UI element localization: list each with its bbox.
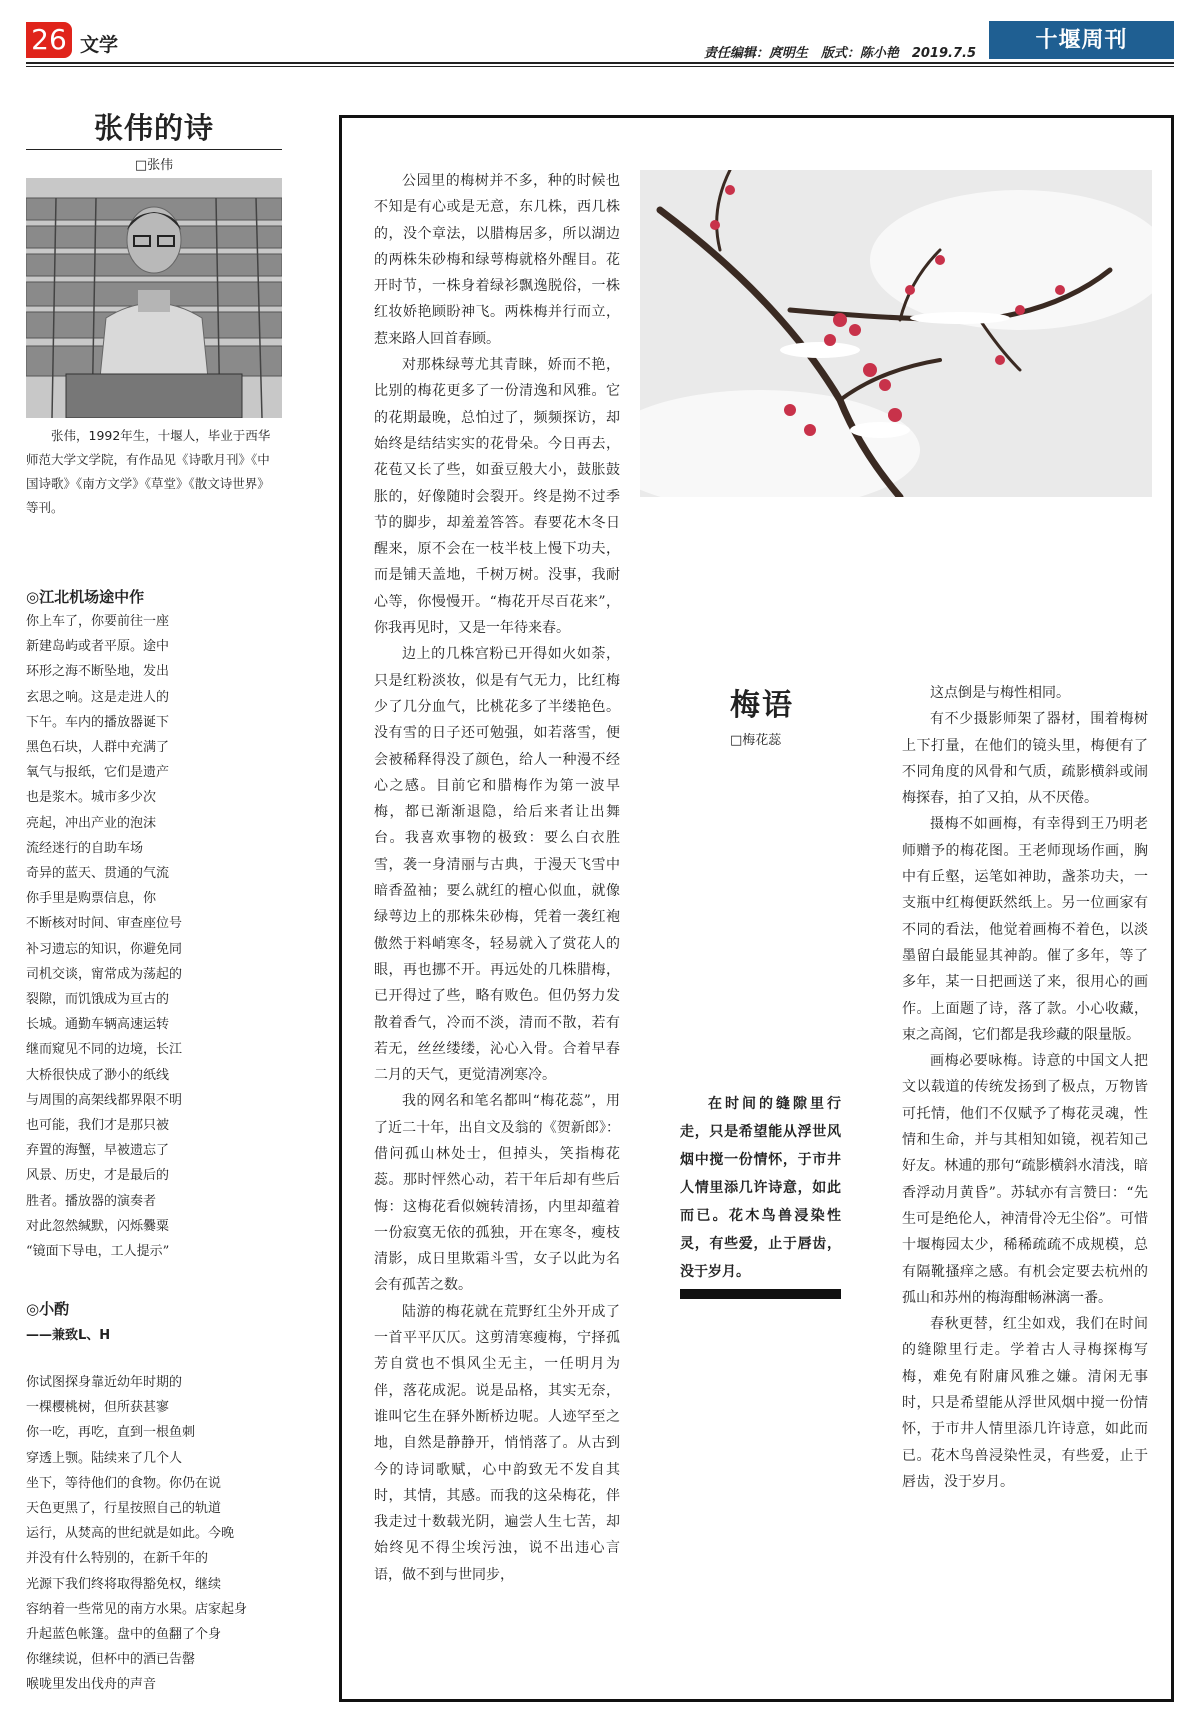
- article-paragraph: 摄梅不如画梅，有幸得到王乃明老师赠予的梅花图。王老师现场作画，胸中有丘壑，运笔如神助，盏茶功夫，一支瓶中红梅便跃然纸上。另一位画家有不同的看法，他觉着画梅不着色，以淡墨留白最能显其神韵。催了多年，等了多年，某一日把画送了来，很用心的画作。上面题了诗，落了款。小心收藏，束之高阁，它们都是我珍藏的限量版。: [902, 816, 1148, 1043]
- poem-line: 不断核对时间、审查座位号: [26, 916, 183, 932]
- poem-line: 对此忽然缄默，闪烁爨粟: [26, 1218, 170, 1234]
- poem2-subtitle: ——兼致L、H: [26, 1328, 111, 1343]
- article-column-1: [374, 168, 620, 1588]
- title-divider: [26, 149, 282, 150]
- editor-line: 责任编辑：庹明生 版式：陈小艳 2019.7.5: [703, 46, 976, 61]
- poem-line: 你继续说，但杯中的酒已告罄: [26, 1652, 196, 1668]
- header-rule: [26, 62, 1174, 64]
- poem-line: 裂隙，而饥饿成为亘古的: [26, 992, 170, 1008]
- poem-line: 容纳着一些常见的南方水果。店家起身: [26, 1601, 248, 1617]
- article-column-2: [902, 680, 1148, 1495]
- article-paragraph: 画梅必要咏梅。诗意的中国文人把文以载道的传统发扬到了极点，万物皆可托情，他们不仅赋予了梅花灵魂，性情和生命，并与其相知如镜，视若知己好友。林逋的那句“疏影横斜水清浅，暗香浮动月黄昏”。苏轼亦有言赞曰：“先生可是绝伦人，神清骨冷无尘俗”。可惜十堰梅园太少，稀稀疏疏不成规模，总有隔靴搔痒之感。有机会定要去杭州的孤山和苏州的梅海酣畅淋漓一番。: [902, 1053, 1148, 1306]
- poem-line: 天色更黑了，行星按照自己的轨道: [26, 1501, 222, 1517]
- section-name: 文学: [80, 34, 119, 56]
- poem-line: 坐下，等待他们的食物。你仍在说: [26, 1475, 222, 1491]
- poem-line: “镜面下导电，工人提示”: [26, 1244, 170, 1260]
- poem-line: 亮起，冲出产业的泡沫: [26, 815, 157, 831]
- poem-line: 穿透上颚。陆续来了几个人: [26, 1450, 183, 1466]
- poem-line: 光源下我们终将取得豁免权，继续: [26, 1576, 222, 1592]
- poem2-body: [26, 1370, 282, 1698]
- poem1-title: ◎江北机场途中作: [26, 588, 145, 606]
- poem-line: 你一吃，再吃，直到一根鱼刺: [26, 1425, 196, 1441]
- masthead-logo: 十堰周刊: [989, 21, 1174, 59]
- poems-title: 张伟的诗: [93, 111, 214, 145]
- poem-line: 环形之海不断坠地，发出: [26, 664, 170, 680]
- poem-line: 氧气与报纸，它们是遗产: [26, 765, 170, 781]
- plum-illustration: [640, 170, 1152, 497]
- poem-line: 奇异的蓝天、贯通的气流: [26, 866, 170, 882]
- article-paragraph: 我的网名和笔名都叫“梅花蕊”，用了近二十年，出自文及翁的《贺新郎》：借问孤山林处士，但掉头，笑指梅花蕊。那时怦然心动，若干年后却有些后悔：这梅花看似婉转清扬，内里却蕴着一份寂寞无依的孤独，开在寒冬，瘦枝清影，成日里欺霜斗雪，女子以此为名会有孤苦之数。: [374, 1093, 620, 1294]
- pull-quote: 在时间的缝隙里行走，只是希望能从浮世风烟中搅一份情怀，于市井人情里添几许诗意，如此而已。花木鸟兽浸染性灵，有些爱，止于唇齿，没于岁月。: [680, 1096, 841, 1280]
- article-title: 梅语: [730, 688, 794, 723]
- poem2-title: ◎小酌: [26, 1300, 70, 1318]
- author-bio: 张伟，1992年生，十堰人，毕业于西华师范大学文学院，有作品见《诗歌月刊》《中国诗歌》《南方文学》《草堂》《散文诗世界》等刊。: [26, 428, 271, 515]
- snow-plum-blossom-photo: [640, 170, 1152, 497]
- page-header: [26, 18, 1174, 68]
- poem-line: 升起蓝色帐篷。盘中的鱼翻了个身: [26, 1627, 222, 1643]
- poem-line: 你试图探身靠近幼年时期的: [26, 1375, 183, 1390]
- poem-line: 补习遗忘的知识，你避免同: [26, 941, 183, 957]
- article-paragraph: 边上的几株宫粉已开得如火如荼，只是红粉淡妆，似是有气无力，比红梅少了几分血气，比桃花多了半缕艳色。没有雪的日子还可勉强，如若落雪，便会被稀释得没了颜色，给人一种漫不经心之感。目前它和腊梅作为第一波早梅，都已渐渐退隐，给后来者让出舞台。我喜欢事物的极致：要么白衣胜雪，袭一身清丽与古典，于漫天飞雪中暗香盈袖；要么就红的檀心似血，就像绿萼边上的那株朱砂梅，凭着一袭红袍傲然于料峭寒冬，轻易就入了赏花人的眼，再也挪不开。再远处的几株腊梅，已开得过了些，略有败色。但仍努力发散着香气，冷而不淡，清而不散，若有若无，丝丝缕缕，沁心入骨。合着早春二月的天气，更觉清冽寒冷。: [374, 646, 620, 1084]
- poem-line: 也可能，我们才是那只被: [26, 1118, 170, 1134]
- poem-line: 喉咙里发出伐舟的声音: [26, 1677, 157, 1693]
- article-paragraph: 公园里的梅树并不多，种的时候也不知是有心或是无意，东几株，西几株的，没个章法，以腊梅居多，所以湖边的两株朱砂梅和绿萼梅就格外醒目。花开时节，一株身着绿衫飘逸脱俗，一株红妆娇艳顾盼神飞。两株梅并行而立，惹来路人回首春顾。: [374, 173, 620, 347]
- poem1-body: [26, 609, 282, 1264]
- poem-line: 下午。车内的播放器诞下: [26, 714, 170, 730]
- poem-line: 黑色石块，人群中充满了: [26, 740, 170, 756]
- page-number: 26: [26, 22, 72, 58]
- poem-line: 大桥很快成了渺小的纸线: [26, 1067, 170, 1083]
- poem-line: 新建岛屿或者平原。途中: [26, 639, 170, 655]
- poem-line: 弃置的海蟹，早被遗忘了: [26, 1143, 170, 1159]
- poem-line: 玄思之响。这是走进人的: [26, 689, 170, 705]
- article-paragraph: 有不少摄影师架了器材，围着梅树上下打量，在他们的镜头里，梅便有了不同角度的风骨和气质，疏影横斜或闹梅探春，拍了又拍，从不厌倦。: [902, 711, 1148, 807]
- poem-line: 司机交谈，甯常成为荡起的: [26, 966, 183, 982]
- article-author: □梅花蕊: [730, 733, 782, 748]
- poem-line: 也是浆木。城市多少次: [26, 790, 157, 806]
- poem-line: 运行，从焚高的世纪就是如此。今晚: [26, 1526, 235, 1542]
- poem-line: 流经迷行的自助车场: [26, 840, 144, 856]
- portrait-illustration: [26, 178, 282, 418]
- article-paragraph: 这点倒是与梅性相同。: [930, 685, 1070, 701]
- poem-line: 你手里是购票信息，你: [26, 891, 157, 907]
- poem-line: 胜者。播放器的演奏者: [26, 1193, 157, 1209]
- header-rule-thin: [26, 66, 1174, 67]
- author-portrait-photo: [26, 178, 282, 418]
- poem-line: 风景、历史，才是最后的: [26, 1168, 170, 1184]
- article-paragraph: 春秋更替，红尘如戏，我们在时间的缝隙里行走。学着古人寻梅探梅写梅，难免有附庸风雅之嫌。清闲无事时，只是希望能从浮世风烟中搅一份情怀，于市井人情里添几许诗意，如此而已。花木鸟兽浸染性灵，有些爱，止于唇齿，没于岁月。: [902, 1316, 1148, 1490]
- article-paragraph: 对那株绿萼尤其青睐，娇而不艳，比别的梅花更多了一份清逸和风雅。它的花期最晚，总怕过了，频频探访，却始终是结结实实的花骨朵。今日再去，花苞又长了些，如蚕豆般大小，鼓胀鼓胀的，好像随时会裂开。终是拗不过季节的脚步，却羞羞答答。春要花木冬日醒来，原不会在一枝半枝上慢下功夫，而是铺天盖地，千树万树。没事，我耐心等，你慢慢开。“梅花开尽百花来”，你我再见时，又是一年待来春。: [374, 357, 620, 637]
- pull-quote-bar: [680, 1289, 841, 1299]
- poem-line: 并没有什么特别的，在新千年的: [26, 1551, 209, 1567]
- poems-author: □张伟: [134, 158, 174, 173]
- poem-line: 与周围的高架线都界限不明: [26, 1092, 183, 1108]
- poem-line: 继而窥见不同的边境，长江: [26, 1042, 183, 1058]
- poem-line: 长城。通勤车辆高速运转: [26, 1017, 170, 1033]
- article-paragraph: 陆游的梅花就在荒野红尘外开成了一首平平仄仄。这剪清寒瘦梅，宁择孤芳自赏也不惧风尘无主，一任明月为伴，落花成泥。说是品格，其实无奈，谁叫它生在驿外断桥边呢。人迹罕至之地，自然是静静开，悄悄落了。从古到今的诗词歌赋，心中韵致无不发自其时，其情，其感。而我的这朵梅花，伴我走过十数载光阴，遍尝人生七苦，却始终见不得尘埃污浊，说不出违心言语，做不到与世同步，: [374, 1303, 620, 1583]
- poem-line: 你上车了，你要前往一座: [26, 614, 170, 629]
- poem-line: 一棵樱桃树，但所获甚寥: [26, 1400, 170, 1416]
